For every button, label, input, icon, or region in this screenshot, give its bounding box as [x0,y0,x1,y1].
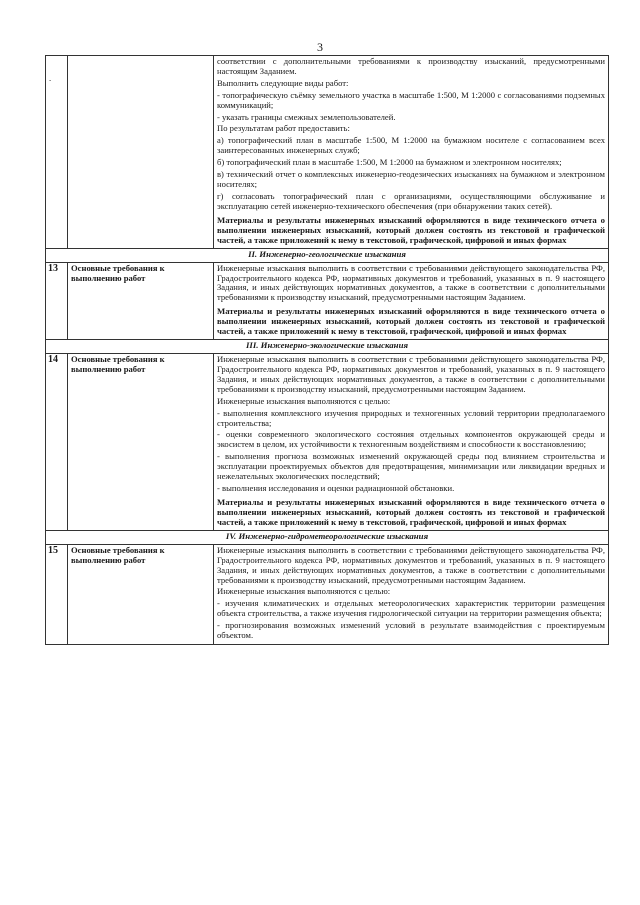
num-cell: . [46,56,68,249]
requirements-table [45,55,609,645]
row-number: 13 [46,262,68,340]
paragraph: По результатам работ предоставить: [217,123,350,134]
paragraph: - выполнения исследования и оценки радиационной обстановки. [217,483,455,493]
bold-paragraph: Материалы и результаты инженерных изысканий оформляются в виде технического отчета о выполнении инженерных изысканий, который должен состоять из текстовой и графической частей, а также приложений к нему в текстовой, графической, цифровой и иных формах [217,214,605,245]
table-row [46,262,609,340]
text-cell [214,56,609,249]
section-title: II. Инженерно-геологические изыскания [46,248,609,262]
page-number: 3 [317,40,323,54]
paragraph: - выполнения прогноза возможных изменений окружающей среды под влиянием строительства и эксплуатации проектируемых объектов для предотвращения, минимизации или ликвидации вредных и нежелательных экологических последствий; [217,451,605,482]
requirement-label: Основные требования к выполнению работ [68,354,214,531]
paragraph: - выполнения комплексного изучения природных и техногенных условий территории предполагаемого строительства; [217,407,605,428]
table-row [46,354,609,531]
paragraph: Инженерные изыскания выполнить в соответствии с требованиями действующего законодательства РФ, Градостроительного кодекса РФ, нормативных документов и требований, указанных в п. 9 настоящего Задания, и иных действующих нормативных документов, а также в соответствии с дополнительными требованиями к производству изысканий, предусмотренными настоящим Заданием. [217,354,605,394]
text-cell [214,544,609,644]
text-cell [214,262,609,340]
table-row [46,544,609,644]
row-number: 14 [46,354,68,531]
paragraph: - топографическую съёмку земельного участка в масштабе 1:500, М 1:2000 с согласованиями подземных коммуникаций; [217,89,605,110]
paragraph: - указать границы смежных землепользователей. [217,111,396,122]
paragraph: Инженерные изыскания выполняются с целью: [217,586,391,597]
section-header [46,248,609,262]
section-header [46,340,609,354]
bold-paragraph: Материалы и результаты инженерных изысканий оформляются в виде технического отчета о выполнении инженерных изысканий, который должен состоять из текстовой и графической частей, а также приложений к нему в текстовой, графической, цифровой и иных формах [217,496,605,527]
section-title: III. Инженерно-экологические изыскания [46,340,609,354]
paragraph: а) топографический план в масштабе 1:500, М 1:2000 на бумажном носителе с согласованием всех заинтересованных инженерных служб; [217,135,605,156]
paragraph: - прогнозирования возможных изменений условий в результате взаимодействия с проектируемым объектом. [217,620,605,641]
section-title: IV. Инженерно-гидрометеорологические изыскания [46,530,609,544]
paragraph: соответствии с дополнительными требованиями к производству изысканий, предусмотренными настоящим Заданием. [217,56,605,76]
table-row-continuation [46,56,609,249]
paragraph: Инженерные изыскания выполнить в соответствии с требованиями действующего законодательства РФ, Градостроительного кодекса РФ, нормативных документов и требований, указанных в п. 9 настоящего Задания, и иных действующих нормативных документов, а также в соответствии с дополнительными требованиями к производству изысканий, предусмотренными настоящим Заданием. [217,262,605,303]
paragraph: - оценки современного экологического состояния отдельных компонентов окружающей среды и экосистем в целом, их устойчивости к техногенным воздействиям и способности к восстановлению; [217,429,605,450]
paragraph: Выполнить следующие виды работ: [217,77,349,88]
text-cell [214,354,609,531]
paragraph: в) технический отчет о комплексных инженерно-геодезических изысканиях на бумажном и электронном носителях; [217,169,605,189]
paragraph: - изучения климатических и отдельных метеорологических характеристик территории размещения объекта строительства, а также изучения гидрологической ситуации на территории размещения объекта; [217,598,605,619]
section-header [46,530,609,544]
requirement-label: Основные требования к выполнению работ [68,544,214,644]
paragraph: г) согласовать топографический план с организациями, осуществляющими обслуживание и эксплуатацию сетей инженерно-технического обеспечения (при обнаружении таких сетей). [217,190,605,211]
row-number: 15 [46,544,68,644]
paragraph: Инженерные изыскания выполнить в соответствии с требованиями действующего законодательства РФ, Градостроительного кодекса РФ, нормативных документов и требований, указанных в п. 9 настоящего Задания, и иных действующих нормативных документов, а также в соответствии с дополнительными требованиями к производству изысканий, предусмотренными настоящим Заданием. [217,544,605,585]
requirement-label: Основные требования к выполнению работ [68,262,214,340]
bold-paragraph: Материалы и результаты инженерных изысканий оформляются в виде технического отчета о выполнении инженерных изысканий, который должен состоять из текстовой и графической частей, а также приложений к нему в текстовой, графической, цифровой и иных формах [217,306,605,337]
paragraph: б) топографический план в масштабе 1:500, М 1:2000 на бумажном и электронном носителях; [217,157,562,168]
paragraph: Инженерные изыскания выполняются с целью: [217,395,391,406]
requirement-cell [68,56,214,249]
